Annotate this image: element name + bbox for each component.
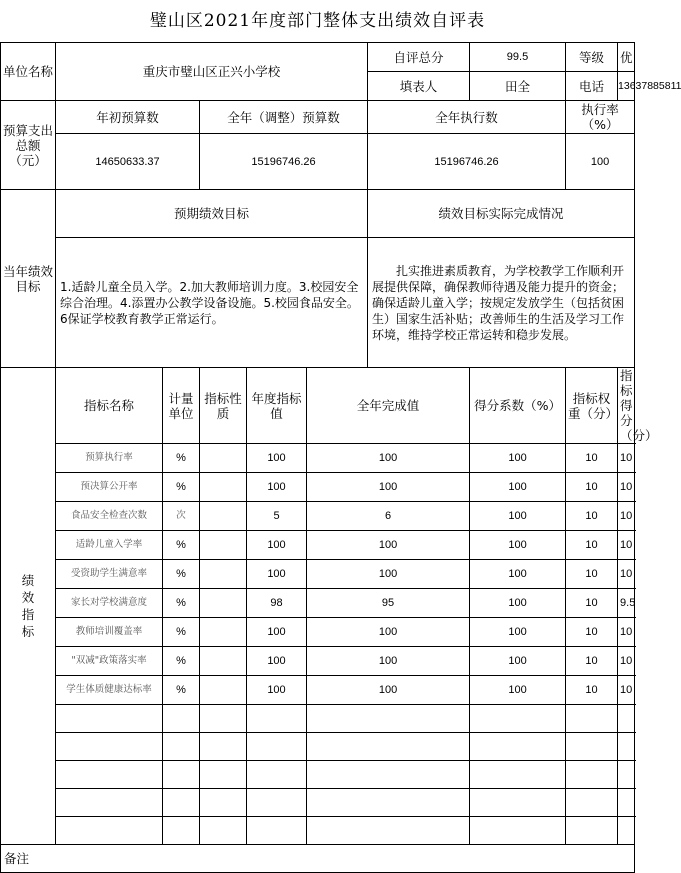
ind-name: 学生体质健康达标率 <box>56 676 163 705</box>
empty-cell <box>200 817 247 845</box>
indicators-label-text: 绩效指标 <box>21 573 35 639</box>
ind-score: 10 <box>618 618 635 647</box>
ind-coef: 100 <box>470 676 566 705</box>
filler-value: 田全 <box>470 72 566 101</box>
ind-target: 100 <box>247 647 307 676</box>
budget-value-rate: 100 <box>566 134 635 190</box>
ind-weight: 10 <box>566 473 618 502</box>
table-row-empty <box>1 761 635 789</box>
ind-weight: 10 <box>566 676 618 705</box>
table-row <box>1 676 635 705</box>
ind-header-score: 指标得分（分） <box>618 368 635 444</box>
ind-weight: 10 <box>566 502 618 531</box>
ind-actual: 100 <box>307 444 470 473</box>
ind-actual: 100 <box>307 560 470 589</box>
ind-nature <box>200 618 247 647</box>
empty-cell <box>566 733 618 761</box>
empty-cell <box>56 761 163 789</box>
ind-weight: 10 <box>566 444 618 473</box>
empty-cell <box>618 761 635 789</box>
budget-header-executed: 全年执行数 <box>368 101 566 134</box>
ind-nature <box>200 444 247 473</box>
ind-unit: % <box>163 560 200 589</box>
ind-header-name: 指标名称 <box>56 368 163 444</box>
empty-cell <box>470 705 566 733</box>
ind-name: 受资助学生满意率 <box>56 560 163 589</box>
empty-cell <box>566 705 618 733</box>
ind-coef: 100 <box>470 502 566 531</box>
page-title: 璧山区2021年度部门整体支出绩效自评表 <box>149 11 486 31</box>
ind-coef: 100 <box>470 589 566 618</box>
ind-target: 100 <box>247 676 307 705</box>
ind-nature <box>200 531 247 560</box>
ind-header-unit: 计量单位 <box>163 368 200 444</box>
ind-actual: 95 <box>307 589 470 618</box>
grade-value: 优 <box>618 43 635 72</box>
ind-score: 10 <box>618 444 635 473</box>
table-row-empty <box>1 733 635 761</box>
ind-name: 适龄儿童入学率 <box>56 531 163 560</box>
ind-nature <box>200 676 247 705</box>
ind-weight: 10 <box>566 647 618 676</box>
goals-header-expected: 预期绩效目标 <box>56 190 368 238</box>
ind-unit: % <box>163 589 200 618</box>
ind-coef: 100 <box>470 560 566 589</box>
ind-actual: 100 <box>307 647 470 676</box>
ind-weight: 10 <box>566 560 618 589</box>
self-score-label: 自评总分 <box>368 43 470 72</box>
ind-actual: 6 <box>307 502 470 531</box>
ind-score: 10 <box>618 647 635 676</box>
ind-score: 10 <box>618 473 635 502</box>
empty-cell <box>200 789 247 817</box>
ind-score: 10 <box>618 502 635 531</box>
empty-cell <box>247 705 307 733</box>
ind-target: 100 <box>247 618 307 647</box>
budget-label: 预算支出总额（元） <box>1 101 56 190</box>
table-row-empty <box>1 705 635 733</box>
ind-coef: 100 <box>470 647 566 676</box>
budget-value-adjusted: 15196746.26 <box>200 134 368 190</box>
empty-cell <box>566 761 618 789</box>
empty-cell <box>307 705 470 733</box>
ind-target: 100 <box>247 473 307 502</box>
budget-header-initial: 年初预算数 <box>56 101 200 134</box>
ind-coef: 100 <box>470 444 566 473</box>
table-row-empty <box>1 817 635 845</box>
empty-cell <box>470 733 566 761</box>
empty-cell <box>618 789 635 817</box>
ind-weight: 10 <box>566 531 618 560</box>
ind-nature <box>200 473 247 502</box>
table-row <box>1 444 635 473</box>
remark-label: 备注 <box>1 845 635 873</box>
empty-cell <box>247 789 307 817</box>
ind-unit: % <box>163 473 200 502</box>
budget-value-initial: 14650633.37 <box>56 134 200 190</box>
ind-coef: 100 <box>470 531 566 560</box>
empty-cell <box>247 733 307 761</box>
table-row <box>1 618 635 647</box>
ind-nature <box>200 589 247 618</box>
ind-actual: 100 <box>307 531 470 560</box>
ind-header-weight: 指标权重（分） <box>566 368 618 444</box>
table-row <box>1 589 635 618</box>
empty-cell <box>470 789 566 817</box>
ind-weight: 10 <box>566 589 618 618</box>
ind-nature <box>200 647 247 676</box>
phone-label: 电话 <box>566 72 618 101</box>
empty-cell <box>200 705 247 733</box>
empty-cell <box>163 817 200 845</box>
empty-cell <box>163 705 200 733</box>
unit-name-label: 单位名称 <box>1 43 56 101</box>
table-row <box>1 647 635 676</box>
empty-cell <box>56 733 163 761</box>
ind-nature <box>200 560 247 589</box>
ind-score: 9.5 <box>618 589 635 618</box>
ind-unit: % <box>163 647 200 676</box>
ind-unit: % <box>163 618 200 647</box>
ind-name: 家长对学校满意度 <box>56 589 163 618</box>
ind-name: 预算执行率 <box>56 444 163 473</box>
self-score-value: 99.5 <box>470 43 566 72</box>
budget-value-executed: 15196746.26 <box>368 134 566 190</box>
ind-header-coef: 得分系数（%） <box>470 368 566 444</box>
ind-weight: 10 <box>566 618 618 647</box>
unit-name-value: 重庆市璧山区正兴小学校 <box>56 43 368 101</box>
ind-header-nature: 指标性质 <box>200 368 247 444</box>
ind-actual: 100 <box>307 473 470 502</box>
table-row-empty <box>1 789 635 817</box>
ind-target: 100 <box>247 560 307 589</box>
empty-cell <box>163 761 200 789</box>
empty-cell <box>56 705 163 733</box>
evaluation-table <box>0 42 681 873</box>
empty-cell <box>307 761 470 789</box>
ind-score: 10 <box>618 676 635 705</box>
goals-actual-text: 扎实推进素质教育，为学校教学工作顺利开展提供保障，确保教师待遇及能力提升的资金；确保适龄儿童入学；按规定发放学生（包括贫困生）国家生活补贴；改善师生的生活及学习工作环境，维持学校正常运转和稳步发展。 <box>368 238 635 368</box>
ind-name: 食品安全检查次数 <box>56 502 163 531</box>
empty-cell <box>56 789 163 817</box>
ind-target: 98 <box>247 589 307 618</box>
empty-cell <box>566 817 618 845</box>
ind-nature <box>200 502 247 531</box>
ind-header-actual: 全年完成值 <box>307 368 470 444</box>
phone-value: 13637885811 <box>618 72 635 101</box>
ind-coef: 100 <box>470 473 566 502</box>
budget-header-rate: 执行率（%） <box>566 101 635 134</box>
empty-cell <box>247 817 307 845</box>
ind-coef: 100 <box>470 618 566 647</box>
ind-name: 预决算公开率 <box>56 473 163 502</box>
empty-cell <box>200 733 247 761</box>
empty-cell <box>618 705 635 733</box>
empty-cell <box>163 733 200 761</box>
goals-label: 当年绩效目标 <box>1 190 56 368</box>
ind-unit: % <box>163 531 200 560</box>
empty-cell <box>470 817 566 845</box>
empty-cell <box>307 733 470 761</box>
ind-target: 5 <box>247 502 307 531</box>
ind-actual: 100 <box>307 676 470 705</box>
empty-cell <box>247 761 307 789</box>
filler-label: 填表人 <box>368 72 470 101</box>
ind-name: "双减"政策落实率 <box>56 647 163 676</box>
ind-unit: % <box>163 444 200 473</box>
goals-header-actual: 绩效目标实际完成情况 <box>368 190 635 238</box>
empty-cell <box>200 761 247 789</box>
empty-cell <box>566 789 618 817</box>
ind-header-target: 年度指标值 <box>247 368 307 444</box>
budget-header-adjusted: 全年（调整）预算数 <box>200 101 368 134</box>
table-row <box>1 502 635 531</box>
ind-name: 教师培训覆盖率 <box>56 618 163 647</box>
empty-cell <box>618 733 635 761</box>
table-row <box>1 560 635 589</box>
indicators-label <box>1 368 56 845</box>
table-row <box>1 473 635 502</box>
empty-cell <box>470 761 566 789</box>
empty-cell <box>163 789 200 817</box>
ind-target: 100 <box>247 444 307 473</box>
table-row <box>1 531 635 560</box>
ind-unit: % <box>163 676 200 705</box>
empty-cell <box>56 817 163 845</box>
empty-cell <box>618 817 635 845</box>
goals-expected-text: 1.适龄儿童全员入学。2.加大教师培训力度。3.校园安全综合治理。4.添置办公教学设备设施。5.校园食品安全。6保证学校教育教学正常运行。 <box>56 238 368 368</box>
ind-unit: 次 <box>163 502 200 531</box>
grade-label: 等级 <box>566 43 618 72</box>
empty-cell <box>307 817 470 845</box>
ind-score: 10 <box>618 531 635 560</box>
ind-target: 100 <box>247 531 307 560</box>
ind-actual: 100 <box>307 618 470 647</box>
empty-cell <box>307 789 470 817</box>
ind-score: 10 <box>618 560 635 589</box>
